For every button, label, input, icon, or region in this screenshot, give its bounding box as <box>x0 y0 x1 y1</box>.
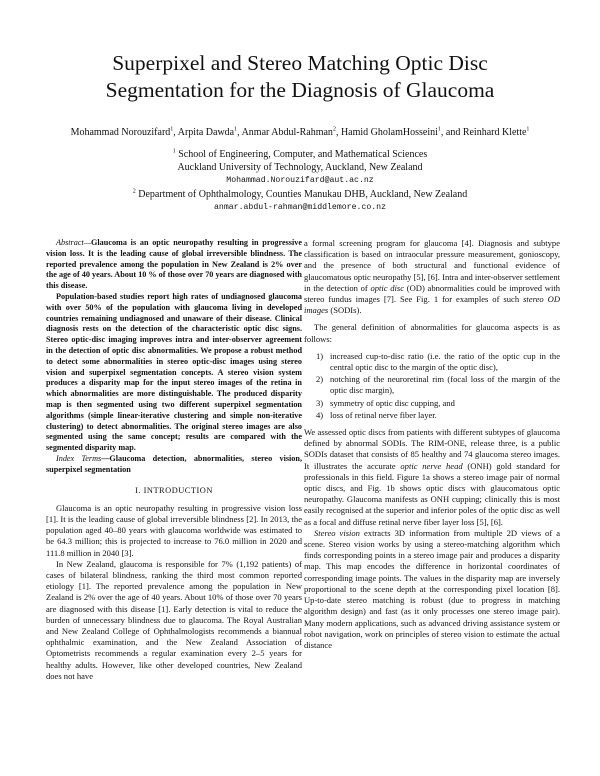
right-column <box>304 238 560 651</box>
author-affil-mark: 1 <box>526 126 530 133</box>
abnormalities-list <box>304 351 560 421</box>
author-affil-mark: 1 <box>437 126 441 133</box>
affiliation-1 <box>60 148 540 187</box>
author-separator: , <box>237 127 242 138</box>
author-name: Anmar Abdul-Rahman <box>241 127 333 138</box>
author-affil-mark: 1 <box>170 126 174 133</box>
author-name: Arpita Dawda <box>177 127 235 138</box>
body-paragraph: In New Zealand, glaucoma is responsible for 7% (1,192 patients) of cases of bilateral blindness, ranking the third most common reported etiology [1]. The reported prevalence among the population in New Zealand is 2% over the age of 40 years. About 10% of those over 70 years are diagnosed with this disease [1]. Early detection is vital to reduce the burden of unnecessary blindness due to glaucoma. The Royal Australian and New Zealand College of Ophthalmologists recommends a biannual ophthalmic examination, and the New Zealand Association of Optometrists recommends a regular examination every 2–5 years for healthy adults. However, like other developed countries, New Zealand does not have <box>46 558 302 681</box>
author-list <box>20 126 580 139</box>
affiliation-line: School of Engineering, Computer, and Mathematical Sciences <box>178 149 428 160</box>
section-heading: I. INTRODUCTION <box>135 485 213 495</box>
affiliation-mark: 1 <box>172 148 176 155</box>
author-affil-mark: 1 <box>234 126 238 133</box>
affiliation-email: anmar.abdul-rahman@middlemore.co.nz <box>214 203 386 212</box>
body-paragraph: We assessed optic discs from patients with different subtypes of glaucoma defined by abnormal SODIs. The RIM-ONE, release three, is a public SODIs dataset that consists of 85 healthy and 74 glaucoma stereo images. It illustrates the accurate optic nerve head (ONH) gold standard for professionals in this field. Figure 1a shows a stereo image pair of normal optic discs, and Fig. 1b shows optic discs with glaucomatous optic neuropathy. Glaucoma manifests as ONH cupping; clinically this is most easily recognised at the superior and inferior poles of the optic disc as well as a focal and diffuse retinal nerve fiber layer loss [5], [6]. <box>304 427 560 527</box>
list-item: 2) notching of the neuroretinal rim (focal loss of the margin of the optic disc margin), <box>316 374 560 396</box>
title-line-2: Segmentation for the Diagnosis of Glaucoma <box>105 78 495 102</box>
author-name: Mohammad Norouzifard <box>70 127 171 138</box>
affiliation-line: Auckland University of Technology, Auckland, New Zealand <box>177 162 423 173</box>
author-name: Reinhard Klette <box>462 127 527 138</box>
author-separator: , <box>335 127 341 138</box>
author-name: Hamid GholamHosseini <box>340 127 438 138</box>
abstract: Abstract—Glaucoma is an optic neuropathy resulting in progressive vision loss. It is the leading cause of global irreversible blindness. The reported prevalence among the population in New Zealand is 2% over the age of 40 years. About 10 % of those over 70 years are diagnosed with this disease. Population-based studies report high rates of undiagnosed glaucoma with over 50% of the population with glaucoma living in developed countries remaining undiagnosed and unaware of their disease. Clinical diagnosis rests on the detection of the characteristic optic disc signs. Stereo optic-disc imaging improves intra and inter-observer agreement in the detection of optic disc abnormalities. We propose a robust method to detect some abnormalities in stereo optic-disc images using stereo vision and superpixel segmentation concepts. A stereo vision system produces a disparity map for the input stereo images of the retina in which abnormalities are more distinguishable. The produced disparity map is then segmented using two different superpixel segmentation algorithms (simple linear-iterative clustering and simple non-iterative clustering) to detect abnormalities. The original stereo images are also segmented using the same concept; results are compared with the segmented disparity map. Index Terms—Glaucoma detection, abnormalities, stereo vision, superpixel segmentation <box>46 238 302 474</box>
affiliation-line: Department of Ophthalmology, Counties Manukau DHB, Auckland, New Zealand <box>138 189 468 200</box>
index-terms-label: Index Terms <box>56 453 102 463</box>
abstract-label: Abstract <box>56 238 84 247</box>
list-item: 3) symmetry of optic disc cupping, and <box>316 397 455 408</box>
body-paragraph: a formal screening program for glaucoma [4]. Diagnosis and subtype classification is based on intraocular pressure measurement, gonioscopy, and the presence of both structural and functional evidence of glaucomatous optic neuropathy [5], [6]. Intra and inter-observer settlement in the detection of optic disc (OD) abnormalities could be improved with stereo fundus images [7]. See Fig. 1 for examples of such stereo OD images (SODIs). <box>304 238 561 316</box>
affiliation-2 <box>60 188 540 214</box>
abstract-paragraph: Glaucoma is an optic neuropathy resulting in progressive vision loss. It is the leading cause of global irreversible blindness. The reported prevalence among the population in New Zealand is 2% over the age of 40 years. About 10 % of those over 70 years are diagnosed with this disease. <box>46 238 302 291</box>
author-affil-mark: 2 <box>332 126 336 133</box>
list-item: 1) increased cup-to-disc ratio (i.e. the ratio of the optic cup in the central optic disc to the margin of the optic disc), <box>316 350 560 373</box>
author-separator: , and <box>440 127 463 138</box>
body-paragraph: Glaucoma is an optic neuropathy resulting in progressive vision loss [1]. It is the leading cause of global irreversible blindness [2]. In 2013, the population aged 40–80 years with glaucoma worldwide was estimated to be 64.3 million; this is projected to increase to 76.0 million in 2020 and 111.8 million in 2040 [3]. <box>46 502 302 558</box>
list-item: 4) loss of retinal nerve fiber layer. <box>316 409 437 420</box>
affiliation-mark: 2 <box>132 188 136 195</box>
index-terms: Glaucoma detection, abnormalities, stereo vision, superpixel segmentation <box>46 453 302 474</box>
paper-title <box>40 50 560 104</box>
title-line-1: Superpixel and Stereo Matching Optic Disc <box>112 51 488 75</box>
affiliation-email: Mohammad.Norouzifard@aut.ac.nz <box>226 176 374 185</box>
author-separator: , <box>173 127 178 138</box>
body-paragraph: Stereo vision extracts 3D information from multiple 2D views of a scene. Stereo vision works by using a stereo-matching algorithm which finds corresponding points in a stereo image pair and produces a disparity map. This map encodes the difference in horizontal coordinates of corresponding image points. The values in the disparity map are inversely proportional to the scene depth at the corresponding pixel location [8]. Up-to-date stereo matching is robust (due to progress in matching algorithm design) and fast (as it only processes one stereo image pair). Many modern applications, such as advanced driving assistance system or robot navigation, work on principles of stereo vision to estimate the actual distance <box>304 527 560 650</box>
body-paragraph: The general definition of abnormalities for glaucoma aspects is as follows: <box>304 322 560 344</box>
left-column <box>46 238 302 682</box>
abstract-paragraph: Population-based studies report high rates of undiagnosed glaucoma with over 50% of the population with glaucoma living in developed countries remaining undiagnosed and unaware of their disease. Clinical diagnosis rests on the detection of the characteristic optic disc signs. Stereo optic-disc imaging improves intra and inter-observer agreement in the detection of optic disc abnormalities. We propose a robust method to detect some abnormalities in stereo optic-disc images using stereo vision and superpixel segmentation concepts. A stereo vision system produces a disparity map for the input stereo images of the retina in which abnormalities are more distinguishable. The produced disparity map is then segmented using two different superpixel segmentation algorithms (simple linear-iterative clustering and simple non-iterative clustering) to detect abnormalities. The original stereo images are also segmented using the same concept; results are compared with the segmented disparity map. <box>46 291 302 453</box>
